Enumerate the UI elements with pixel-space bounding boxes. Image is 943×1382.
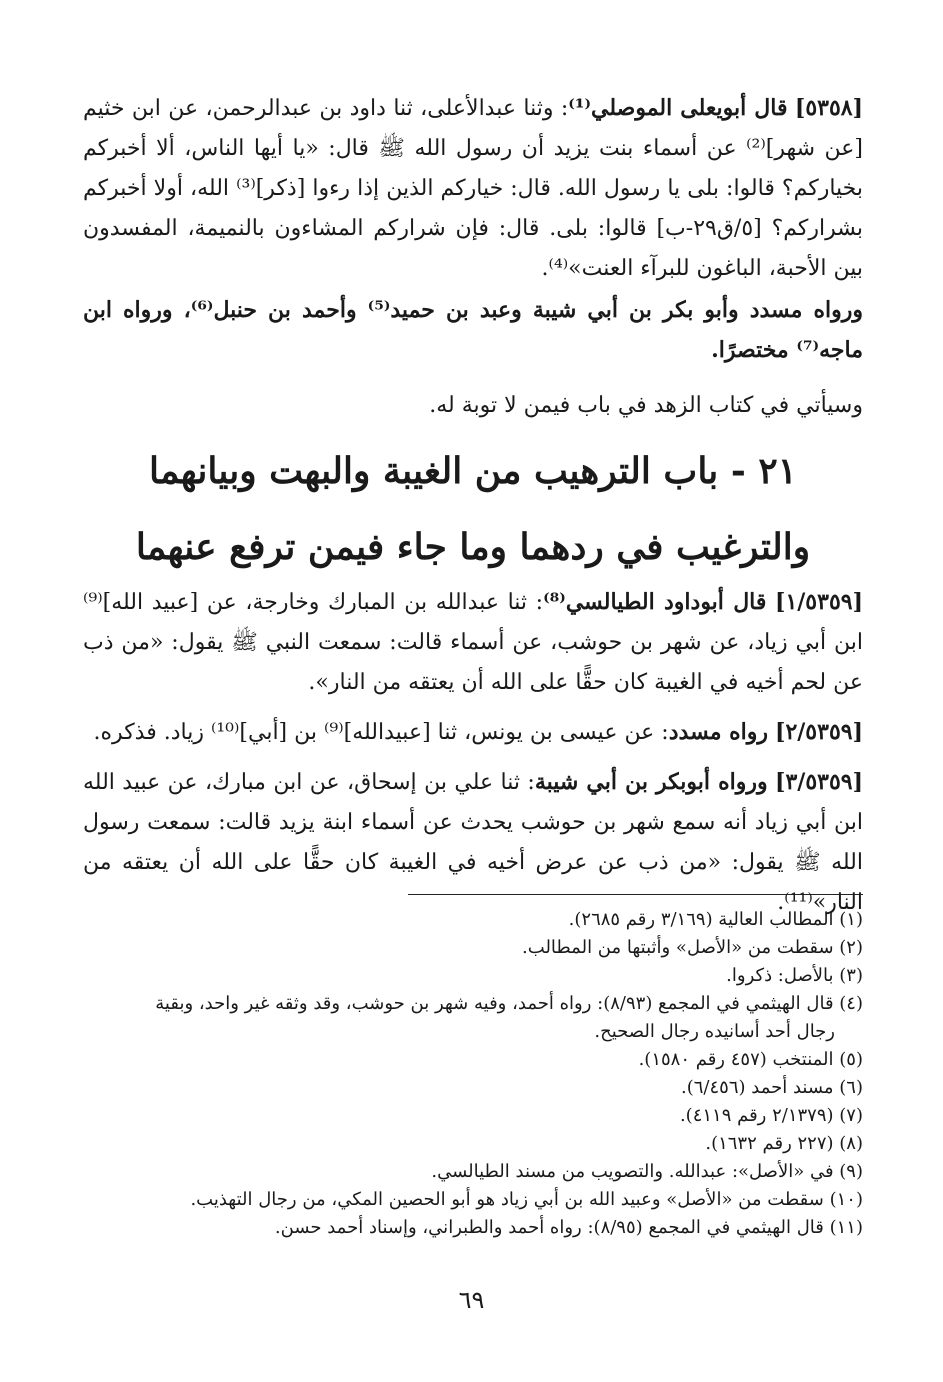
hadith-lead: ورواه أبوبكر بن أبي شيبة [534, 769, 768, 795]
paragraph-riwayat [83, 290, 863, 370]
hadith-number: [٣/٥٣٥٩] [775, 769, 864, 795]
footnote-continuation: رجال أحد أسانيده رجال الصحيح. [594, 1021, 835, 1042]
footnote: (١١) قال الهيثمي في المجمع (٨/٩٥): رواه أحمد والطبراني، وإسناد أحمد حسن. [274, 1217, 863, 1238]
hadith-lead: رواه مسدد [668, 719, 769, 745]
chapter-heading-line1: ٢١ - باب الترهيب من الغيبة والبهت وبيانهما [149, 450, 797, 492]
page-number: ٦٩ [458, 1286, 485, 1314]
paragraph-5358 [83, 88, 863, 289]
paragraph-5359-3 [83, 762, 863, 923]
riwayat-text: ورواه مسدد وأبو بكر بن أبي شيبة وعبد بن حميد⁽⁵⁾ وأحمد بن حنبل⁽⁶⁾، ورواه ابن ماجه⁽⁷⁾ مختصرًا. [83, 297, 864, 363]
hadith-text: : ثنا علي بن إسحاق، عن ابن مبارك، عن عبيد الله ابن أبي زياد أنه سمع شهر بن حوشب يحدث عن أسماء ابنة يزيد قالت: سمعت رسول الله ﷺ يقول: «من ذب عن عرض أخيه في الغيبة كان حقًّا على الله أن يعتقه من النار»⁽¹¹⁾. [83, 770, 863, 915]
footnote: (٤) قال الهيثمي في المجمع (٨/٩٣): رواه أحمد، وفيه شهر بن حوشب، وقد وثقه غير واحد، وبقية [155, 993, 863, 1014]
hadith-text: : ثنا عبدالله بن المبارك وخارجة، عن [عبيد الله]⁽⁹⁾ ابن أبي زياد، عن شهر بن حوشب، عن أسماء قالت: سمعت النبي ﷺ يقول: «من ذب عن لحم أخيه في الغيبة كان حقًّا على الله أن يعتقه من النار». [83, 590, 863, 695]
footnotes [83, 906, 863, 1242]
footnote: (٥) المنتخب (٤٥٧ رقم ١٥٨٠). [638, 1049, 863, 1070]
footnote: (٦) مسند أحمد (٦/٤٥٦). [681, 1077, 863, 1098]
paragraph-see-also [83, 386, 863, 426]
footnote: (٩) في «الأصل»: عبدالله. والتصويب من مسند الطيالسي. [431, 1161, 863, 1182]
paragraph-5359-1 [83, 582, 863, 703]
see-also-text: وسيأتي في كتاب الزهد في باب فيمن لا توبة له. [429, 393, 863, 418]
footnote: (٣) بالأصل: ذكروا. [726, 965, 863, 986]
footnote-divider [408, 894, 863, 895]
hadith-number: [٢/٥٣٥٩] [775, 719, 863, 745]
footnote: (١) المطالب العالية (٣/١٦٩ رقم ٢٦٨٥). [568, 909, 863, 930]
hadith-number: [١/٥٣٥٩] [775, 589, 863, 615]
hadith-text: : وثنا عبدالأعلى، ثنا داود بن عبدالرحمن، عن ابن خثيم [عن شهر]⁽²⁾ عن أسماء بنت يزيد أن رسول الله ﷺ قال: «يا أيها الناس، ألا أخبركم بخياركم؟ قالوا: بلى يا رسول الله. قال: خياركم الذين إذا رءوا [ذكر]⁽³⁾ الله، أولا أخبركم بشراركم؟ [٥/ق٢٩-ب] قالوا: بلى. قال: فإن شراركم المشاءون بالنميمة، المفسدون بين الأحبة، الباغون للبرآء العنت»⁽⁴⁾. [83, 96, 864, 281]
footnote: (٨) (٢٢٧ رقم ١٦٣٢). [705, 1133, 863, 1154]
footnote: (٧) (٢/١٣٧٩ رقم ٤١١٩). [679, 1105, 863, 1126]
hadith-lead: قال أبوداود الطيالسي⁽⁸⁾ [543, 589, 767, 615]
hadith-lead: قال أبويعلى الموصلي⁽¹⁾ [568, 95, 788, 121]
paragraph-5359-2 [83, 712, 863, 753]
hadith-text: : عن عيسى بن يونس، ثنا [عبيدالله]⁽⁹⁾ بن [أبي]⁽¹⁰⁾ زياد. فذكره. [93, 720, 669, 745]
chapter-heading-line2: والترغيب في ردهما وما جاء فيمن ترفع عنهما [135, 526, 811, 568]
footnote: (٢) سقطت من «الأصل» وأثبتها من المطالب. [522, 937, 863, 958]
hadith-number: [٥٣٥٨] [794, 95, 864, 121]
footnote: (١٠) سقطت من «الأصل» وعبيد الله بن أبي زياد هو أبو الحصين المكي، من رجال التهذيب. [190, 1189, 863, 1210]
